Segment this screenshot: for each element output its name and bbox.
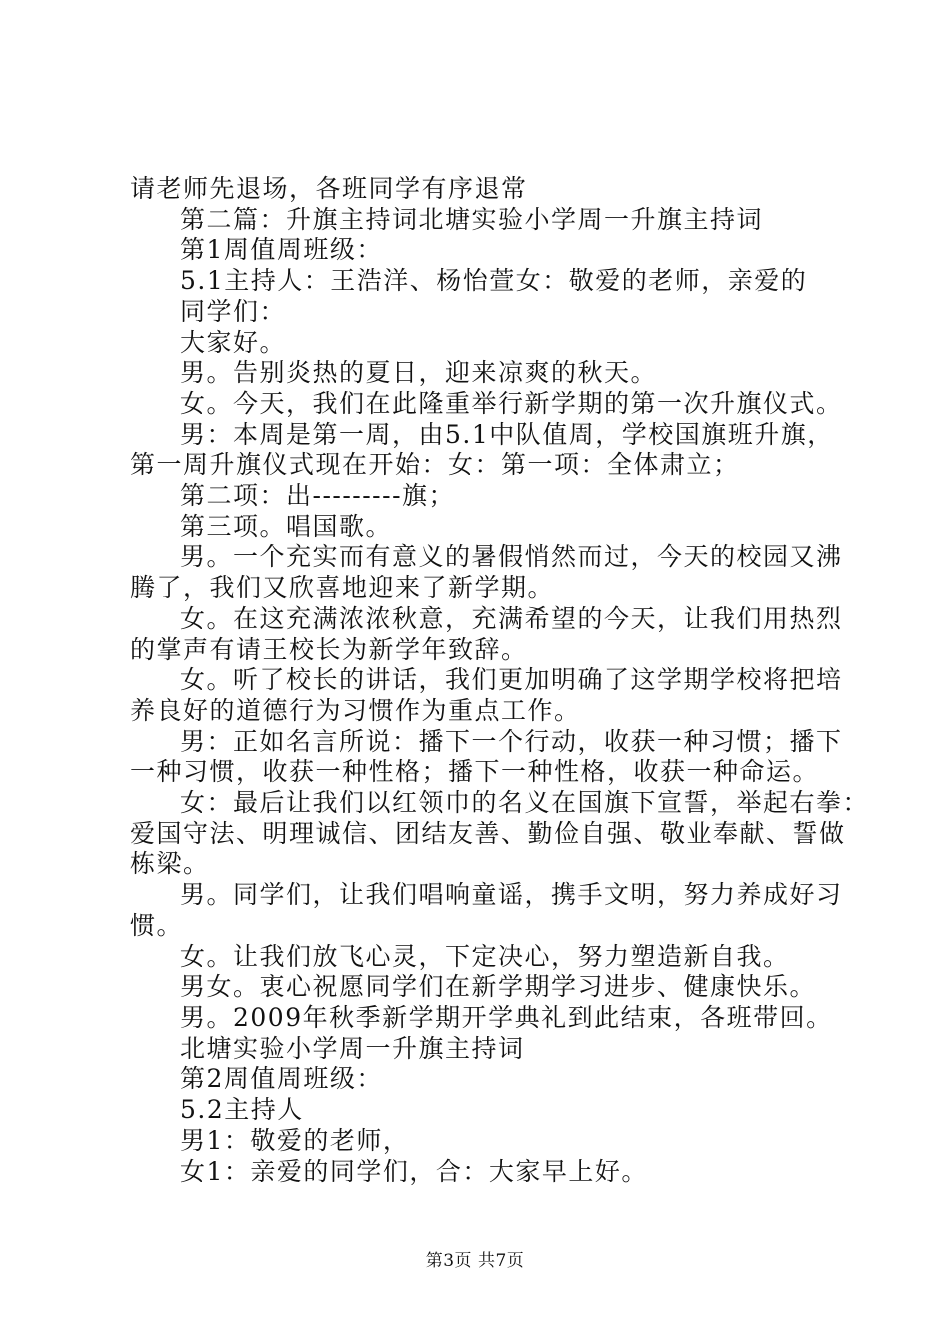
page-number-label: 第3页 共7页 [425, 1251, 525, 1271]
text-line: 同学们： [180, 296, 287, 326]
text-line: 第三项。唱国歌。 [180, 511, 393, 541]
text-line: 请老师先退场，各班同学有序退常 [130, 174, 528, 203]
page-footer [0, 1246, 950, 1271]
text-line: 男：本周是第一周，由5.1中队值周，学校国旗班升旗， [180, 419, 834, 449]
text-line: 男女。衷心祝愿同学们在新学期学习进步、健康快乐。 [180, 972, 817, 1002]
text-line: 惯。 [130, 910, 184, 940]
text-line: 第二项：出---------旗； [180, 481, 456, 511]
text-line: 女。在这充满浓浓秋意，充满希望的今天，让我们用热烈 [180, 603, 843, 633]
text-line: 的掌声有请王校长为新学年致辞。 [130, 634, 528, 664]
text-line: 大家好。 [180, 327, 287, 357]
text-line: 第二篇：升旗主持词北塘实验小学周一升旗主持词 [180, 204, 764, 234]
text-line: 男1：敬爱的老师， [180, 1125, 410, 1155]
document-body [130, 174, 870, 1187]
text-line: 男。2009年秋季新学期开学典礼到此结束，各班带回。 [180, 1002, 833, 1032]
text-line: 男。同学们，让我们唱响童谣，携手文明，努力养成好习 [180, 880, 843, 910]
text-line: 第1周值周班级： [180, 235, 383, 265]
text-line: 男。一个充实而有意义的暑假悄然而过，今天的校园又沸 [180, 542, 843, 572]
text-line: 女1：亲爱的同学们，合：大家早上好。 [180, 1156, 648, 1186]
text-line: 5.2主持人 [180, 1095, 304, 1125]
text-line: 第2周值周班级： [180, 1064, 383, 1094]
text-line: 女。听了校长的讲话，我们更加明确了这学期学校将把培 [180, 665, 843, 695]
text-line: 爱国守法、明理诚信、团结友善、勤俭自强、敬业奉献、誓做 [130, 818, 846, 848]
text-line: 女。让我们放飞心灵，下定决心，努力塑造新自我。 [180, 941, 790, 971]
text-line: 栋梁。 [130, 849, 210, 879]
text-line: 男。告别炎热的夏日，迎来凉爽的秋天。 [180, 358, 658, 388]
text-line: 腾了，我们又欣喜地迎来了新学期。 [130, 573, 555, 603]
text-line: 女。今天，我们在此隆重举行新学期的第一次升旗仪式。 [180, 388, 843, 418]
text-line: 5.1主持人：王浩洋、杨怡萱女：敬爱的老师，亲爱的 [180, 266, 808, 296]
text-line: 养良好的道德行为习惯作为重点工作。 [130, 695, 581, 725]
text-line: 男：正如名言所说：播下一个行动，收获一种习惯；播下 [180, 726, 843, 756]
text-line: 北塘实验小学周一升旗主持词 [180, 1033, 525, 1063]
text-line: 一种习惯，收获一种性格；播下一种性格，收获一种命运。 [130, 757, 820, 787]
text-line: 女：最后让我们以红领巾的名义在国旗下宣誓，举起右拳： [180, 788, 870, 818]
text-line: 第一周升旗仪式现在开始：女：第一项：全体肃立； [130, 450, 740, 480]
